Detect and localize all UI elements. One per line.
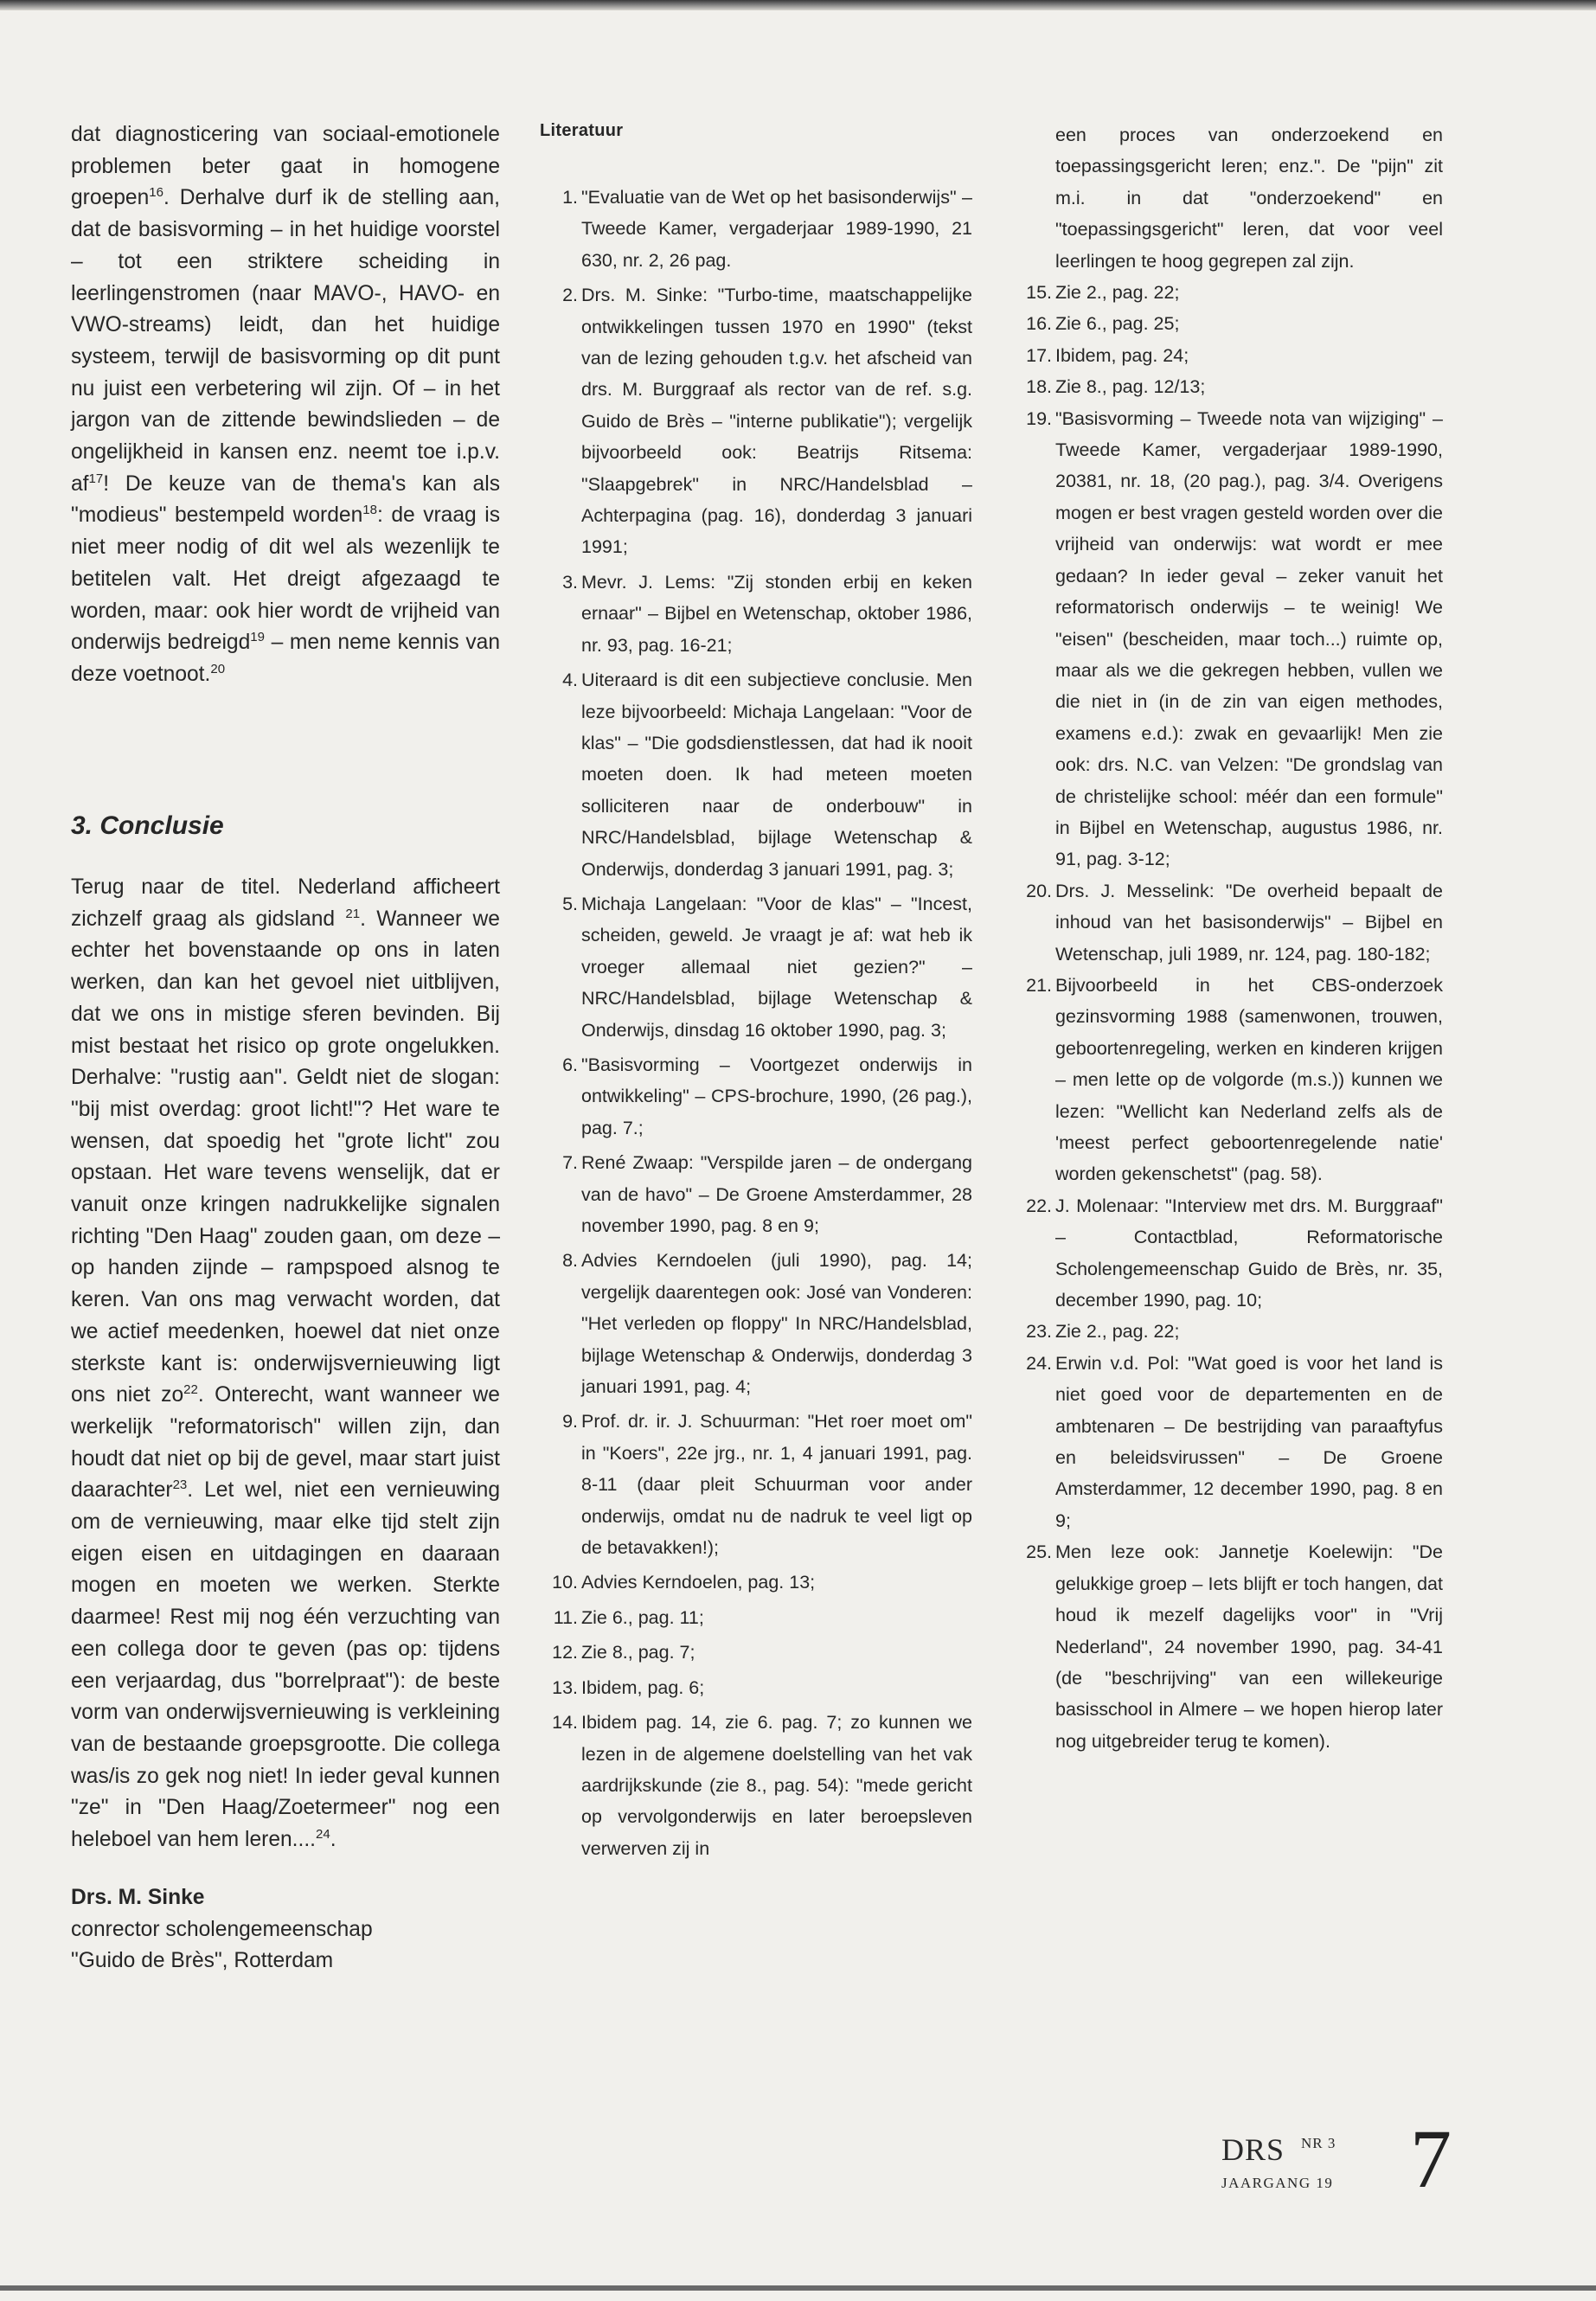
author-role: conrector scholengemeenschap	[71, 1917, 373, 1941]
note-number: 20.	[1026, 880, 1052, 901]
note-number: 24.	[1026, 1352, 1052, 1374]
note-text: Erwin v.d. Pol: "Wat goed is voor het land is niet goed voor de departementen en de ambtenaren – De bestrijding van paraaftyfus en beleidsvirussen" – De Groene Amsterdammer, 12 december 1990, pag. 8 en 9;	[1055, 1352, 1443, 1531]
literature-note	[540, 664, 972, 885]
note-number: 14.	[552, 1712, 578, 1734]
note-number: 7.	[562, 1152, 578, 1174]
literature-note	[540, 1567, 972, 1598]
literature-note	[1014, 403, 1443, 875]
note-text: Prof. dr. ir. J. Schuurman: "Het roer moet om" in "Koers", 22e jrg., nr. 1, 4 januari 1991, pag. 8-11 (daar pleit Schuurman voor ander onderwijs, omdat nu de nadruk te veel ligt op de betavakken!);	[581, 1411, 972, 1559]
literature-note	[1014, 371, 1443, 402]
note-number: 12.	[552, 1642, 578, 1663]
literature-note	[1014, 1348, 1443, 1536]
section-heading: 3. Conclusie	[71, 811, 224, 840]
note-text: Mevr. J. Lems: "Zij stonden erbij en keken ernaar" – Bijbel en Wetenschap, oktober 1986, nr. 93, pag. 16-21;	[581, 571, 972, 656]
note-text: Drs. M. Sinke: "Turbo-time, maatschappelijke ontwikkelingen tussen 1970 en 1990" (tekst van de lezing gehouden t.g.v. het afscheid van drs. M. Burggraaf als rector van de ref. s.g. Guido de Brès – "interne publikatie"); vergelijk bijvoorbeeld ook: Beatrijs Ritsema: "Slaapgebrek" in NRC/Handelsblad – Achterpagina (pag. 16), donderdag 3 januari 1991;	[581, 285, 972, 558]
note-number: 1.	[562, 187, 578, 208]
note-text: "Evaluatie van de Wet op het basisonderwijs" – Tweede Kamer, vergaderjaar 1989-1990, 21 630, nr. 2, 26 pag.	[581, 187, 972, 271]
literature-note	[540, 1672, 972, 1703]
note-number: 22.	[1026, 1195, 1052, 1216]
note-text: "Basisvorming – Tweede nota van wijziging" – Tweede Kamer, vergaderjaar 1989-1990, 20381, nr. 18, (20 pag.), pag. 3/4. Overigens mogen er best vragen gesteld worden over die vrijheid van onderwijs: wat wordt er mee gedaan? In ieder geval – zeker vanuit het reformatorisch onderwijs – te weinig! We "eisen" (bescheiden, maar toch...) ruimte op, maar als we die gekregen hebben, vullen we die niet in (in de zin van eigen methodes, examens e.d.): zwak en gevaarlijk! Men zie ook: drs. N.C. van Velzen: "De grondslag van de christelijke school: méér dan een formule" in Bijbel en Wetenschap, augustus 1986, nr. 91, pag. 3-12;	[1055, 407, 1443, 870]
note-number: 16.	[1026, 313, 1052, 335]
literature-note	[540, 1602, 972, 1633]
author-signature	[71, 1882, 500, 1977]
note-text: Zie 6., pag. 11;	[581, 1606, 704, 1628]
note-number: 9.	[562, 1411, 578, 1433]
note-14-continuation: een proces van onderzoekend en toepassingsgericht leren; enz.". De "pijn" zit m.i. in dat "onderzoekend" en "toepassingsgericht" leren, dat voor veel leerlingen te hoog gegrepen zal zijn.	[1055, 125, 1443, 272]
literature-note	[540, 567, 972, 661]
note-number: 3.	[562, 571, 578, 593]
note-number: 25.	[1026, 1541, 1052, 1563]
note-text: Zie 2., pag. 22;	[1055, 1321, 1180, 1343]
note-text: J. Molenaar: "Interview met drs. M. Burggraaf" – Contactblad, Reformatorische Scholengemeenschap Guido de Brès, nr. 35, december 1990, pag. 10;	[1055, 1195, 1443, 1311]
note-text: Ibidem, pag. 24;	[1055, 344, 1189, 366]
note-text: Zie 2., pag. 22;	[1055, 282, 1180, 304]
note-text: Michaja Langelaan: "Voor de klas" – "Incest, scheiden, geweld. Je vraagt je af: wat heb ik vroeger allemaal niet gezien?" – NRC/Handelsblad, bijlage Wetenschap & Onderwijs, dinsdag 16 oktober 1990, pag. 3;	[581, 893, 972, 1041]
note-text: Advies Kerndoelen (juli 1990), pag. 14; vergelijk daarentegen ook: José van Vonderen: "Het verleden op floppy" In NRC/Handelsblad, bijlage Wetenschap & Onderwijs, donderdag 3 januari 1991, pag. 4;	[581, 1250, 972, 1398]
literature-note	[1014, 340, 1443, 371]
note-number: 21.	[1026, 974, 1052, 996]
note-number: 10.	[552, 1572, 578, 1593]
note-number: 15.	[1026, 282, 1052, 304]
note-number: 6.	[562, 1054, 578, 1075]
note-text: Advies Kerndoelen, pag. 13;	[581, 1572, 816, 1593]
note-number: 8.	[562, 1250, 578, 1272]
literature-note	[540, 1245, 972, 1402]
note-number: 19.	[1026, 407, 1052, 429]
literature-note	[540, 1707, 972, 1864]
note-number: 5.	[562, 893, 578, 914]
page-edge-bottom	[0, 2285, 1596, 2291]
note-number: 11.	[553, 1606, 578, 1628]
literature-note	[1014, 277, 1443, 308]
note-number: 23.	[1026, 1321, 1052, 1343]
volume-label: JAARGANG 19	[1221, 2175, 1334, 2191]
note-text: Zie 8., pag. 7;	[581, 1642, 695, 1663]
note-text: Men leze ook: Jannetje Koelewijn: "De gelukkige groep – Iets blijft er toch hangen, dat houd ik mezelf dagelijks voor" in "Vrij Nederland", 24 november 1990, pag. 34-41 (de "beschrijving" van een willekeurige basisschool in Almere – we hopen hierop later nog uitgebreider terug te komen).	[1055, 1541, 1443, 1752]
literature-note	[1014, 308, 1443, 339]
note-number: 2.	[562, 285, 578, 306]
literature-note	[540, 279, 972, 563]
literature-list-2	[1014, 277, 1443, 1757]
note-text: Zie 6., pag. 25;	[1055, 313, 1180, 335]
literature-note	[1014, 1536, 1443, 1757]
literature-note	[540, 888, 972, 1046]
note-text: Ibidem, pag. 6;	[581, 1676, 705, 1698]
note-text: Bijvoorbeeld in het CBS-onderzoek gezinsvorming 1988 (samenwonen, trouwen, geboortenregeling, werken en kinderen krijgen – men lette op de volgorde (m.s.)) kunnen we lezen: "Wellicht kan Nederland zelfs als de 'meest perfect geboortenregelende natie' worden gekenschetst" (pag. 58).	[1055, 974, 1443, 1185]
literature-note	[540, 1406, 972, 1563]
note-text: Ibidem pag. 14, zie 6. pag. 7; zo kunnen we lezen in de algemene doelstelling van het vak aardrijkskunde (zie 8., pag. 54): "mede gericht op vervolgonderwijs en later beroepsleven verwerven zij in	[581, 1712, 972, 1859]
literature-heading: Literatuur	[540, 121, 624, 140]
note-number: 4.	[562, 670, 578, 691]
literature-note	[540, 182, 972, 276]
page-footer	[1221, 2112, 1481, 2216]
note-text: Uiteraard is dit een subjectieve conclusie. Men leze bijvoorbeeld: Michaja Langelaan: "Voor de klas" – "Die godsdienstlessen, dat had ik nooit moeten doen. Ik had meteen moeten solliciteren naar de onderbouw" in NRC/Handelsblad, bijlage Wetenschap & Onderwijs, donderdag 3 januari 1991, pag. 3;	[581, 670, 972, 880]
literature-note	[540, 1049, 972, 1144]
literature-list-1	[540, 182, 972, 1868]
author-name: Drs. M. Sinke	[71, 1886, 205, 1909]
literature-note	[540, 1147, 972, 1241]
author-school: "Guido de Brès", Rotterdam	[71, 1949, 334, 1973]
magazine-brand: DRS	[1221, 2132, 1285, 2167]
note-text: René Zwaap: "Verspilde jaren – de ondergang van de havo" – De Groene Amsterdammer, 28 november 1990, pag. 8 en 9;	[581, 1152, 972, 1236]
page-number: 7	[1410, 2112, 1452, 2205]
literature-note	[1014, 875, 1443, 970]
note-number: 13.	[552, 1676, 578, 1698]
note-number: 18.	[1026, 376, 1052, 398]
issue-number: NR 3	[1301, 2135, 1336, 2151]
literature-note	[1014, 1190, 1443, 1317]
article-paragraph-2: Terug naar de titel. Nederland affichеert zichzelf graag als gidsland $^{21}$. Wanneer we echter het bovenstaande op ons in laten werken, dan kan het gevoel niet uitblijven, dat we ons in mistige sferen bevinden. Bij mist bestaat het risico op grote ongelukken. Derhalve: "rustig aan". Geldt niet de slogan: "bij mist overdag: groot licht!"? Het ware te wensen, dat spoedig het "grote licht" zou opstaan. Het ware tevens wenselijk, dat er vanuit onze kringen nadrukkelijke signalen richting "Den Haag" zouden gaan, om deze – op handen zijnde – rampspoed alsnog te keren. Van ons mag verwacht worden, dat we actief meedenken, hoewel dat niet onze sterkste kant is: onderwijsvernieuwing ligt ons niet $zo^{22}$. Onterecht, want wanneer we werkelijk "reformatorisch" willen zijn, dan houdt dat niet op bij de gevel, maar start juist daarachter$^{23}$. Let wel, niet een vernieuwing om de vernieuwing, maar elke tijd stelt zijn eigen eisen en uitdagingen en daaraan mogen en moeten we werken. Sterkte daarmee! Rest mij nog één verzuchting van een collega door te geven (pas op: tijdens een verjaardag, dus "borrelpraat"): de beste vorm van onderwijsvernieuwing is verkleining van de bestaande groepsgrootte. Die collega was/is zo gek nog niet! In ieder geval kunnen "ze" in "Den Haag/Zoetermeer" nog een heleboel van hem leren....$^{24}$.	[71, 875, 500, 1852]
article-paragraph-1: dat diagnosticering van sociaal-emotionele problemen beter gaat in homogene groepen$^{16}$. Derhalve durf ik de stelling aan, dat de basisvorming – in het huidige voorstel – tot een striktere scheiding in leerlingenstromen (naar MAVO-, HAVO- en VWO-streams) leidt, dan het huidige systeem, terwijl de basisvorming op dit punt nu juist een verbetering wil zijn. Of – in het jargon van de zittende bewindslieden – de ongelijkheid in kansen enz. neemt toe i.p.v. $af^{17}$! De keuze van de thema's kan als "modieus" bestempeld worden$^{18}$: de vraag is niet meer nodig of dit wel als wezenlijk te betitelen valt. Het dreigt afgezaagd te worden, maar: ook hier wordt de vrijheid van onderwijs bedreigd$^{19}$ – men neme kennis van deze voetnoot.$^{20}$	[71, 123, 500, 686]
literature-note	[1014, 970, 1443, 1190]
note-text: Zie 8., pag. 12/13;	[1055, 376, 1206, 398]
page-edge-top	[0, 0, 1596, 10]
note-text: "Basisvorming – Voortgezet onderwijs in ontwikkeling" – CPS-brochure, 1990, (26 pag.), pag. 7.;	[581, 1054, 972, 1138]
literature-note	[1014, 1316, 1443, 1347]
literature-note	[540, 1637, 972, 1668]
note-text: Drs. J. Messelink: "De overheid bepaalt de inhoud van het basisonderwijs" – Bijbel en Wetenschap, juli 1989, nr. 124, pag. 180-182;	[1055, 880, 1443, 965]
note-number: 17.	[1026, 344, 1052, 366]
